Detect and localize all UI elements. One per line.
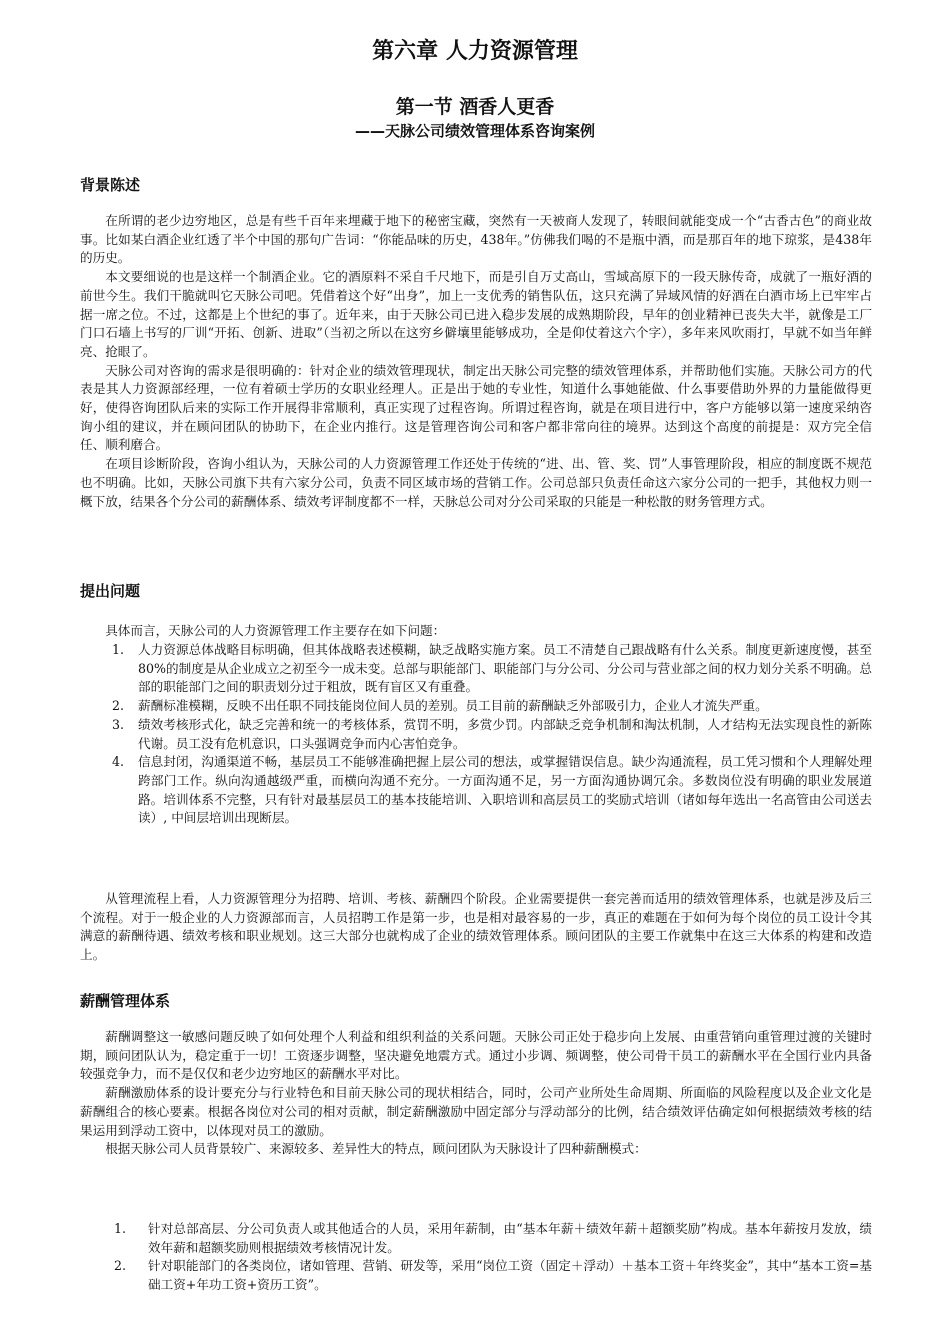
salary-paragraph: 根据天脉公司人员背景较广、来源较多、差异性大的特点，顾问团队为天脉设计了四种薪酬模式：: [105, 1141, 647, 1157]
background-paragraph: 在所谓的老少边穷地区，总是有些千百年来埋藏于地下的秘密宝藏，突然有一天被商人发现了，转眼间就能变成一个“古香古色”的商业故事。比如某白酒企业红透了半个中国的那句广告词：“你能品味的历史，438年。”仿佛我们喝的不是瓶中酒，而是那百年的地下琼浆，是438年的历史。: [80, 213, 872, 266]
background-paragraph: 在项目诊断阶段，咨询小组认为，天脉公司的人力资源管理工作还处于传统的“进、出、管、奖、罚”人事管理阶段，相应的制度既不规范也不明确。比如，天脉公司旗下共有六家分公司，负责不同区域市场的营销工作。公司总部只负责任命这六家分公司的一把手，其他权力则一概下放，结果各个分公司的薪酬体系、绩效考评制度都不一样，天脉总公司对分公司采取的只能是一种松散的财务管理方式。: [80, 456, 872, 509]
list-text: 薪酬标准模糊，反映不出任职不同技能岗位间人员的差别。员工目前的薪酬缺乏外部吸引力，企业人才流失严重。: [138, 698, 768, 714]
list-text: 信息封闭，沟通渠道不畅，基层员工不能够准确把握上层公司的想法，或掌握错误信息。缺少沟通流程，员工凭习惯和个人理解处理跨部门工作。纵向沟通越级严重，而横向沟通不充分。一方面沟通不足，另一方面沟通协调冗余。多数岗位没有明确的职业发展道路。培训体系不完整，只有针对最基层员工的基本技能培训、入职培训和高层员工的奖励式培训（诸如每年选出一名高管由公司送去读）, 中间层培训出现断层。: [138, 754, 872, 826]
background-paragraph: 天脉公司对咨询的需求是很明确的：针对企业的绩效管理现状，制定出天脉公司完整的绩效管理体系，并帮助他们实施。天脉公司方的代表是其人力资源部经理，一位有着硕士学历的女职业经理人。正是出于她的专业性，知道什么事她能做、什么事要借助外界的力量能做得更好，使得咨询团队后来的实际工作开展得非常顺利，真正实现了过程咨询。所谓过程咨询，就是在项目进行中，客户方能够以第一速度采纳咨询小组的建议，并在顾问团队的协助下，在企业内推行。这是管理咨询公司和客户都非常向往的境界。达到这个高度的前提是：双方完全信任、顺利磨合。: [80, 362, 872, 453]
list-item: [80, 641, 872, 697]
salary-paragraph: 薪酬激励体系的设计要充分与行业特色和目前天脉公司的现状相结合，同时，公司产业所处生命周期、所面临的风险程度以及企业文化是薪酬组合的核心要素。根据各岗位对公司的相对贡献，制定薪酬激励中固定部分与浮动部分的比例，结合绩效评估确定如何根据绩效考核的结果运用到浮动工资中，以体现对员工的激励。: [80, 1085, 872, 1138]
list-text: 绩效考核形式化，缺乏完善和统一的考核体系，赏罚不明，多赏少罚。内部缺乏竞争机制和淘汰机制，人才结构无法实现良性的新陈代谢。员工没有危机意识，口头强调竞争而内心害怕竞争。: [138, 716, 872, 751]
problems-list: [80, 641, 872, 828]
list-number: 4.: [112, 754, 125, 770]
list-text: 人力资源总体战略目标明确，但其体战略表述模糊，缺乏战略实施方案。员工不清楚自己跟战略有什么关系。制度更新速度慢，甚至80%的制度是从企业成立之初至今一成未变。总部与职能部门、职能部门与分公司、分公司与营业部之间的权力划分关系不明确。总部的职能部门之间的职责划分过于粗放，既有盲区又有重叠。: [138, 642, 872, 695]
list-item: [80, 1220, 872, 1257]
problems-intro: [80, 622, 872, 641]
problems-heading: 提出问题: [80, 582, 141, 600]
problems-intro-text: 具体而言，天脉公司的人力资源管理工作主要存在如下问题：: [105, 623, 446, 638]
list-number: 3.: [112, 716, 125, 732]
list-number: 1.: [114, 1221, 127, 1236]
list-item: [80, 753, 872, 828]
list-number: 2.: [112, 698, 125, 714]
list-item: [80, 716, 872, 753]
case-subtitle: ——天脉公司绩效管理体系咨询案例: [354, 122, 595, 140]
list-text: 针对职能部门的各类岗位，诸如管理、营销、研发等，采用“岗位工资（固定＋浮动）＋基本工资＋年终奖金”，其中“基本工资=基础工资+年功工资+资历工资”。: [148, 1258, 872, 1293]
list-number: 1.: [112, 642, 125, 657]
list-item: [80, 1257, 872, 1294]
list-text: 针对总部高层、分公司负责人或其他适合的人员，采用年薪制，由“基本年薪＋绩效年薪＋超额奖励”构成。基本年薪按月发放，绩效年薪和超额奖励则根据绩效考核情况计发。: [148, 1221, 872, 1255]
chapter-title: 第六章 人力资源管理: [372, 39, 578, 64]
list-item: [80, 697, 872, 716]
background-heading: 背景陈述: [80, 176, 141, 194]
problems-closing-text: 从管理流程上看，人力资源管理分为招聘、培训、考核、薪酬四个阶段。企业需要提供一套完善而适用的绩效管理体系，也就是涉及后三个流程。对于一般企业的人力资源部而言，人员招聘工作是第一步，也是相对最容易的一步，真正的难题在于如何为每个岗位的员工设计令其满意的薪酬待遇、绩效考核和职业规划。这三大部分也就构成了企业的绩效管理体系。顾问团队的主要工作就集中在这三大体系的构建和改造上。: [80, 891, 872, 963]
section-title: 第一节 酒香人更香: [395, 96, 555, 118]
background-paragraph: 本文要细说的也是这样一个制酒企业。它的酒原料不采自千尺地下，而是引自万丈高山，雪域高原下的一段天脉传奇，成就了一瓶好酒的前世今生。我们干脆就叫它天脉公司吧。凭借着这个好“出身”，加上一支优秀的销售队伍，这只充满了异域风情的好酒在白酒市场上已牢牢占据一席之位。不过，这都是上个世纪的事了。近年来，由于天脉公司已进入稳步发展的成熟期阶段，早年的创业精神已丧失大半，就像是工厂门口石墙上书写的厂训“开拓、创新、进取”（当初之所以在这穷乡僻壤里能够成功，全是仰仗着这六个字），多年来风吹雨打，早就不如当年鲜亮、抢眼了。: [80, 269, 872, 359]
salary-modes-list: [80, 1220, 872, 1295]
background-section: [80, 212, 872, 511]
salary-section: [80, 1028, 872, 1159]
salary-paragraph: 薪酬调整这一敏感问题反映了如何处理个人利益和组织利益的关系问题。天脉公司正处于稳步向上发展、由重营销向重管理过渡的关键时期，顾问团队认为，稳定重于一切！工资逐步调整，坚决避免地震方式。通过小步调、频调整，使公司骨干员工的薪酬水平在全国行业内具备较强竞争力，而不是仅仅和老少边穷地区的薪酬水平对比。: [80, 1029, 872, 1082]
problems-closing: [80, 890, 872, 965]
salary-heading: 薪酬管理体系: [80, 992, 171, 1010]
list-number: 2.: [114, 1258, 127, 1274]
